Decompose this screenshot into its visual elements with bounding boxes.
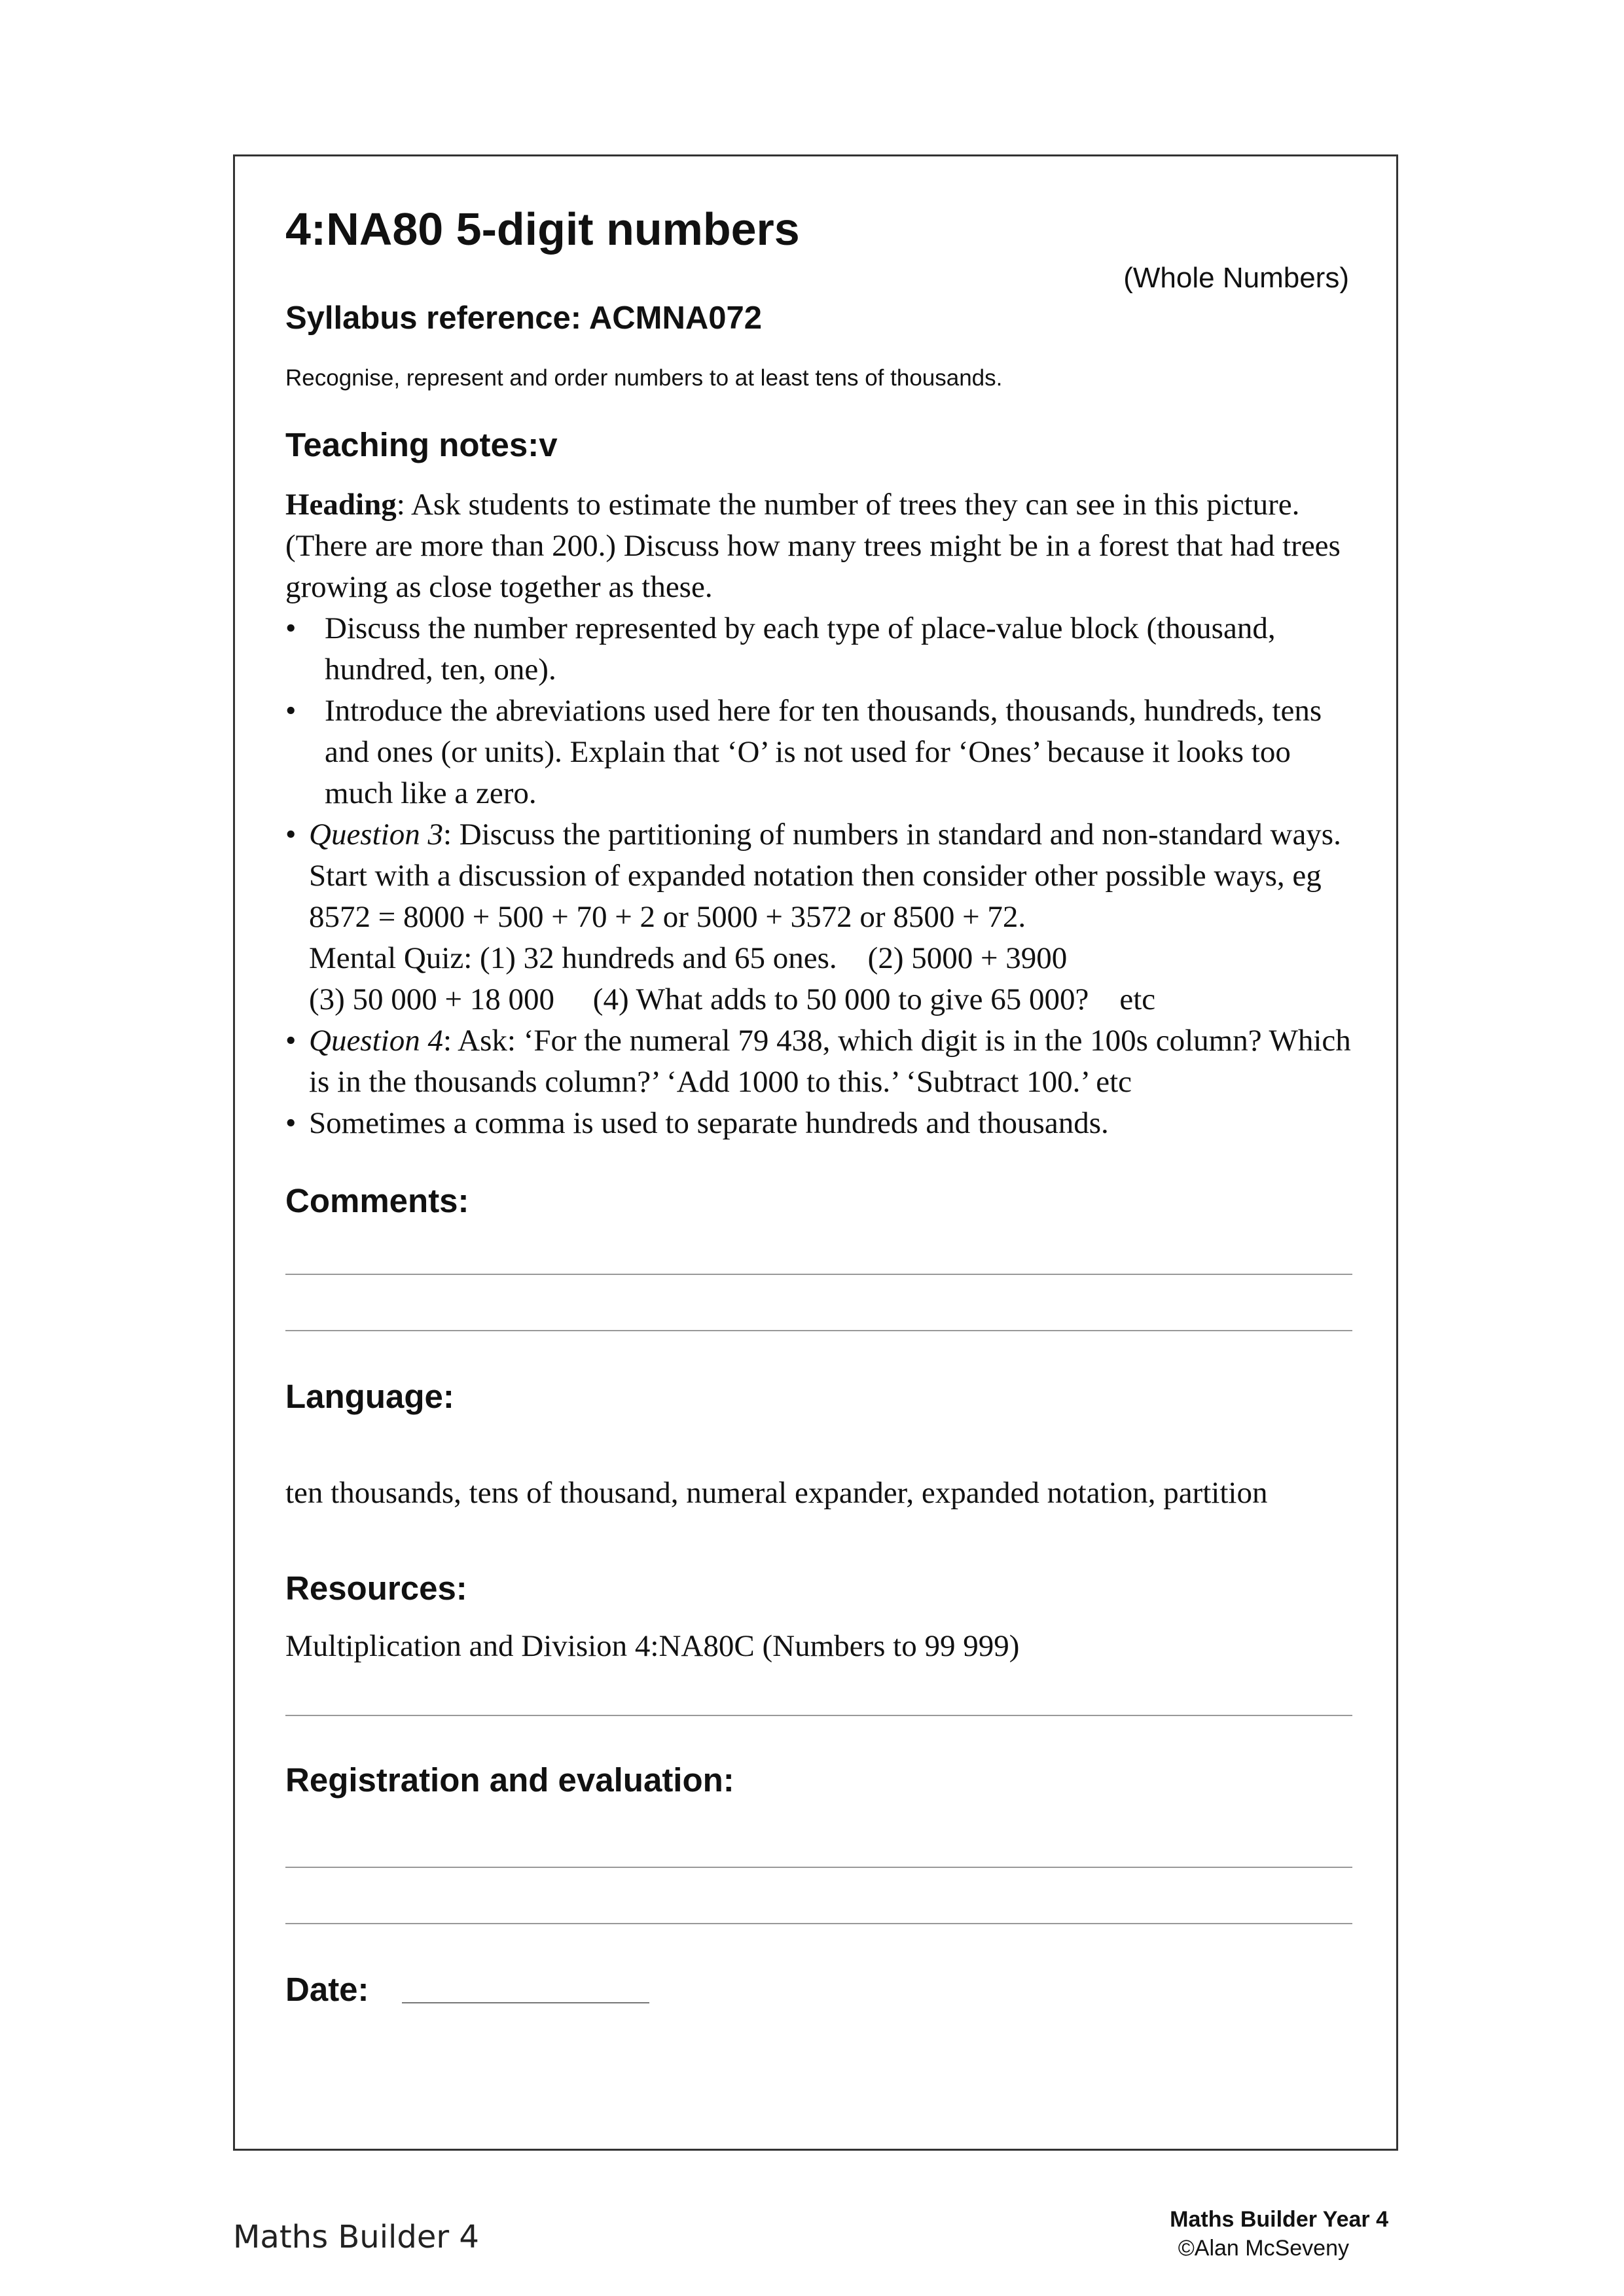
comments-line: [285, 1274, 1352, 1275]
bullet: •: [285, 611, 297, 645]
bullet-text: : Discuss the partitioning of numbers in standard and non-standard ways. Start with a discussion of expanded notation then consider other possible ways, eg 8572 = 8000 + 500 + 70 + 2 or 5000 + 3572 or 8500 + 72.: [309, 817, 1341, 934]
bullet: •: [285, 1024, 297, 1058]
registration-line: [285, 1867, 1352, 1868]
syllabus-reference: Syllabus reference: ACMNA072: [285, 300, 763, 336]
bullet-text: Discuss the number represented by each type of place-value block (thousand, hundred, ten, one).: [325, 611, 1276, 687]
list-item: [285, 1103, 1352, 1144]
mental-quiz-line-1: Mental Quiz: (1) 32 hundreds and 65 ones. (2) 5000 + 3900: [309, 941, 1068, 975]
teaching-notes-heading: Teaching notes:v: [285, 426, 558, 463]
intro-text: : Ask students to estimate the number of trees they can see in this picture. (There are more than 200.) Discuss how many trees might be in a forest that had trees growing as close together as these.: [285, 488, 1341, 604]
list-item: [285, 1020, 1352, 1103]
bullet-text: Introduce the abreviations used here for ten thousands, thousands, hundreds, tens and ones (or units). Explain that ‘O’ is not used for ‘Ones’ because it looks too much like a zero.: [325, 694, 1322, 810]
registration-heading: Registration and evaluation:: [285, 1761, 734, 1799]
strand-label: (Whole Numbers): [1123, 262, 1349, 294]
bullet-text: : Ask: ‘For the numeral 79 438, which digit is in the 100s column? Which is in the thousands column?’ ‘Add 1000 to this.’ ‘Subtract 100.’ etc: [309, 1024, 1351, 1099]
bullet: •: [285, 694, 297, 728]
comments-heading: Comments:: [285, 1182, 469, 1219]
mental-quiz-line-2: (3) 50 000 + 18 000 (4) What adds to 50 000 to give 65 000? etc: [309, 982, 1156, 1016]
footer-book-title: Maths Builder 4: [233, 2219, 479, 2255]
registration-line: [285, 1923, 1352, 1924]
outcome-statement: Recognise, represent and order numbers to at least tens of thousands.: [285, 365, 1003, 391]
teaching-notes-body: [285, 484, 1352, 1144]
date-label: Date:: [285, 1971, 369, 2008]
question-4-label: Question 4: [309, 1024, 443, 1058]
page-title: 4:NA80 5-digit numbers: [285, 204, 800, 255]
bullet-text: Sometimes a comma is used to separate hundreds and thousands.: [309, 1106, 1109, 1140]
intro-label: Heading: [285, 488, 397, 522]
language-heading: Language:: [285, 1378, 454, 1415]
resources-line: [285, 1715, 1352, 1716]
bullet: •: [285, 817, 297, 852]
list-item: [285, 814, 1352, 1020]
bullet: •: [285, 1106, 297, 1140]
list-item: [285, 691, 1352, 814]
footer-series: Maths Builder Year 4: [1170, 2207, 1388, 2232]
date-line: [402, 2002, 649, 2003]
language-text: ten thousands, tens of thousand, numeral expander, expanded notation, partition: [285, 1476, 1268, 1510]
question-3-label: Question 3: [309, 817, 443, 852]
intro-paragraph: [285, 484, 1352, 608]
comments-line: [285, 1330, 1352, 1331]
resources-heading: Resources:: [285, 1570, 467, 1607]
resources-text: Multiplication and Division 4:NA80C (Numbers to 99 999): [285, 1629, 1020, 1663]
footer-copyright: ©Alan McSeveny: [1178, 2236, 1349, 2261]
list-item: [285, 608, 1352, 691]
